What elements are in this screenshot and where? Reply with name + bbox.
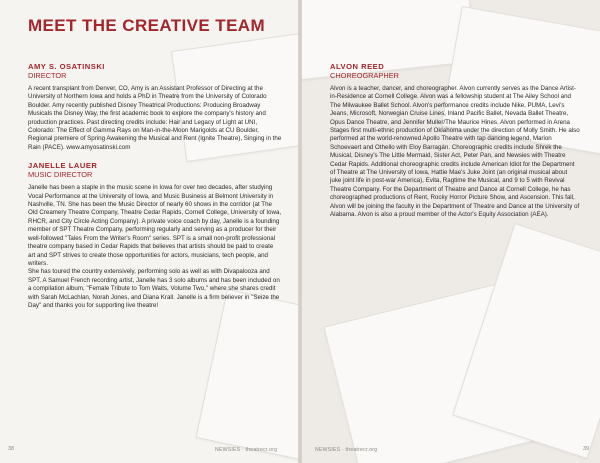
page-number-left: 38: [8, 446, 14, 452]
right-column: [330, 62, 580, 229]
team-member: [28, 62, 282, 152]
member-name: AMY S. OSATINSKI: [28, 62, 105, 71]
left-column: [28, 62, 282, 319]
member-bio: A recent transplant from Denver, CO, Amy is an Assistant Professor of Directing at the University of Northern Iowa and holds a PhD in Theatre from the University of Colorado Boulder. Amy recently published Disney Theatrical Productions: Producing Broadway Musicals the Disney Way, the first academic book to explore the company's history and production practices. Past directing credits include: Hair and Legacy of Light at UNI, Colorado: The Effect of Gamma Rays on Man-in-the-Moon Marigolds at CU Boulder, Regional premiere of Spring Awakening the Musical and Rent (Ignite Theatre), Singing in the Rain (PACE). www.amyosatinski.com: [28, 85, 282, 151]
page-title: MEET THE CREATIVE TEAM: [28, 16, 266, 35]
member-name: JANELLE LAUER: [28, 161, 98, 171]
member-name: ALVON REED: [330, 62, 385, 71]
page-number-right: 39: [583, 446, 589, 452]
footer-text-right: NEWSIES · theatrecr.org: [315, 447, 378, 453]
member-bio: Janelle has been a staple in the music scene in Iowa for over two decades, after studying Vocal Performance at the University of Iowa, and Music Business at Belmont University in Nashville, TN. She has been the Music Director of nearly 60 shows in the corridor (at The Old Creamery Theatre Company, Theatre Cedar Rapids, Cornell College, University of Iowa, RHCR, and City Circle Acting Company). A private voice coach by day, Janelle is a founding member of SPT Theatre Company, performing regularly and serving as a producer for their well-followed "Tales From the Writer's Room" series. SPT is a small non-profit professional theatre company based in Cedar Rapids that believes that artists should be paid to create art and SPT strives to create those opportunities for actors, musicians, tech people, and writers.: [28, 184, 282, 267]
page-gutter: [298, 0, 302, 463]
member-bio: Alvon is a teacher, dancer, and choreographer. Alvon currently serves as the Dance Artist-in-Residence at Cornell College. Alvon was a fellowship student at The Ailey School and The Milwaukee Ballet School. Alvon's performance credits include Nike, PUMA, Levi's Jeans, Microsoft, Norwegian Cruise Lines, Inland Pacific Ballet, Nevada Ballet Theatre, Opus Dance Theatre, and Jennifer Muller/The Maurice Hines. Alvon performed in Arena Stages first multi-ethnic production of Oklahoma under the direction of Molly Smith. He also performed at the world-renowned Apollo Theatre with tap dancing legend, Marion Schoevaert and Othello with Eloy Barragán. Choreographic credits include Shrek the Musical, Disney's The Little Mermaid, Sister Act, Peter Pan, and Newsies with Theatre Cedar Rapids. Additional choreographic credits include American Idiot for the Department of Theatre at The University of Iowa, Hattie Mae's Juke Joint (an original musical about juke joint life in post-war America), Evita, Ragtime the Musical, and 9 to 5 with Revival Theatre Company. For the Department of Theatre and Dance at Cornell College, he has choreographed productions of Rent, Rocky Horror Picture Show, and Ascension. This fall, Alvon will be joining the faculty in the Department of Theatre and Dance at the University of Alabama. Alvon is also a proud member of the Actor's Equity Association (AEA).: [330, 85, 580, 219]
member-bio: She has toured the country extensively, performing solo as well as with Divapalooza and SPT. A Samuel French recording artist, Janelle has 3 solo albums and has been included on a compilation album, "Female Tribute to Tom Waits, Volume Two," where she shares credit with Sarah McLachlan, Norah Jones, and Diana Krall. Janelle is a firm believer in "Seize the Day" and thanks you for supporting live theatre!: [28, 268, 280, 309]
team-member: [28, 161, 282, 310]
member-role: MUSIC DIRECTOR: [28, 170, 93, 180]
team-member: [330, 62, 580, 220]
footer-text-left: NEWSIES · theatrecr.org: [215, 447, 278, 453]
member-role: CHOREOGRAPHER: [330, 71, 399, 80]
member-role: DIRECTOR: [28, 71, 67, 80]
